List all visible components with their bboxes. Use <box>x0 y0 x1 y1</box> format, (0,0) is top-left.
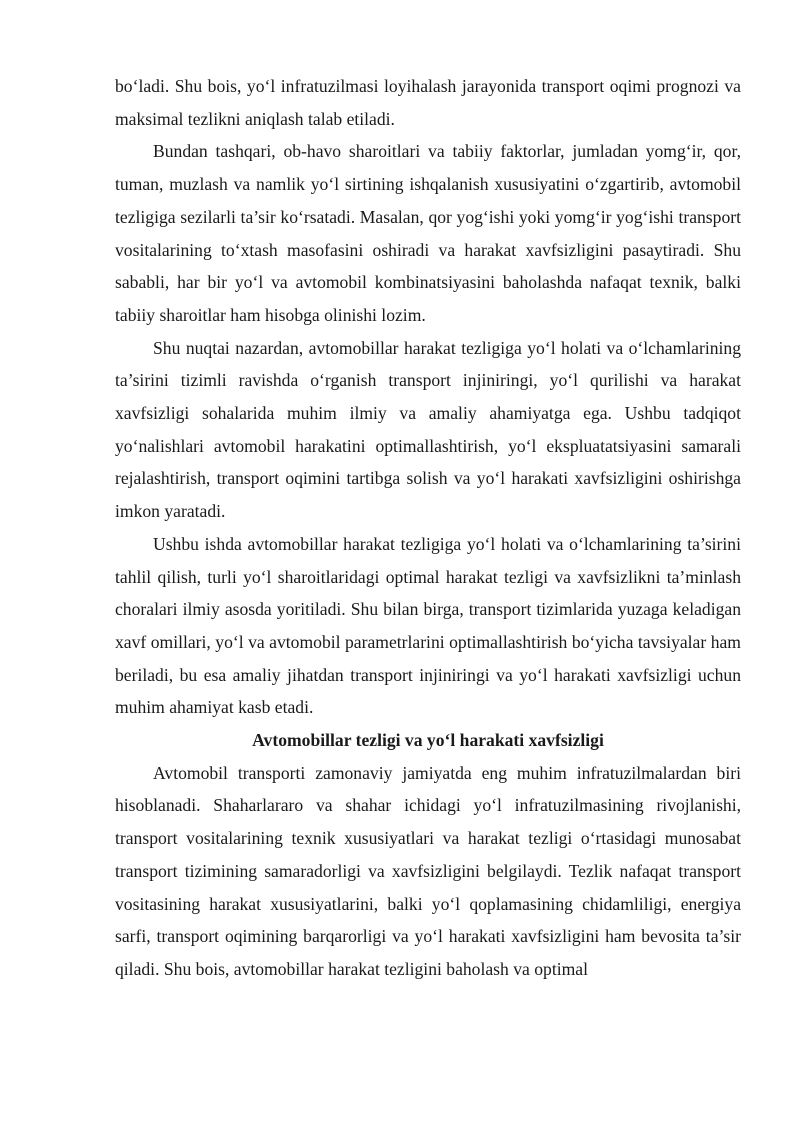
paragraph-section-intro: Avtomobil transporti zamonaviy jamiyatda eng muhim infratuzilmalardan biri hisoblanadi. Shaharlararo va shahar ichidagi yo‘l infratuzilmasining rivojlanishi, transport vositalarining texnik xususiyatlari va harakat tezligi o‘rtasidagi munosabat transport tizimining samaradorligi va xavfsizligini belgilaydi. Tezlik nafaqat transport vositasining harakat xususiyatlarini, balki yo‘l qoplamasining chidamliligi, energiya sarfi, transport oqimining barqarorligi va yo‘l harakati xavfsizligini ham bevosita ta’sir qiladi. Shu bois, avtomobillar harakat tezligini baholash va optimal <box>115 762 741 979</box>
paragraph-work-scope: Ushbu ishda avtomobillar harakat tezligiga yo‘l holati va o‘lchamlarining ta’sirini tahlil qilish, turli yo‘l sharoitlaridagi optimal harakat tezligi va xavfsizlikni ta’minlash choralari ilmiy asosda yoritiladi. Shu bilan birga, transport tizimlarida yuzaga keladigan xavf omillari, yo‘l va avtomobil parametrlarini optimallashtirish bo‘yicha tavsiyalar ham beriladi, bu esa amaliy jihatdan transport injiniringi va yo‘l harakati xavfsizligi uchun muhim ahamiyat kasb etadi. <box>115 533 741 718</box>
paragraph-research-importance: Shu nuqtai nazardan, avtomobillar harakat tezligiga yo‘l holati va o‘lchamlarining ta’sirini tizimli ravishda o‘rganish transport injiniringi, yo‘l qurilishi va harakat xavfsizligi sohalarida muhim ilmiy va amaliy ahamiyatga ega. Ushbu tadqiqot yo‘nalishlari avtomobil harakatini optimallashtirish, yo‘l ekspluatatsiyasini samarali rejalashtirish, transport oqimini tartibga solish va yo‘l harakati xavfsizligini oshirishga imkon yaratadi. <box>115 337 741 522</box>
text-column <box>115 70 741 986</box>
section-heading: Avtomobillar tezligi va yo‘l harakati xavfsizligi <box>252 730 604 751</box>
paragraph-weather-factors: Bundan tashqari, ob-havo sharoitlari va tabiiy faktorlar, jumladan yomg‘ir, qor, tuman, muzlash va namlik yo‘l sirtining ishqalanish xususiyatini o‘zgartirib, avtomobil tezligiga sezilarli ta’sir ko‘rsatadi. Masalan, qor yog‘ishi yoki yomg‘ir yog‘ishi transport vositalarining to‘xtash masofasini oshiradi va harakat xavfsizligini pasaytiradi. Shu sababli, har bir yo‘l va avtomobil kombinatsiyasini baholashda nafaqat texnik, balki tabiiy sharoitlar ham hisobga olinishi lozim. <box>115 141 741 325</box>
paragraph-continuation: bo‘ladi. Shu bois, yo‘l infratuzilmasi loyihalash jarayonida transport oqimi prognozi va maksimal tezlikni aniqlash talab etiladi. <box>115 76 741 129</box>
